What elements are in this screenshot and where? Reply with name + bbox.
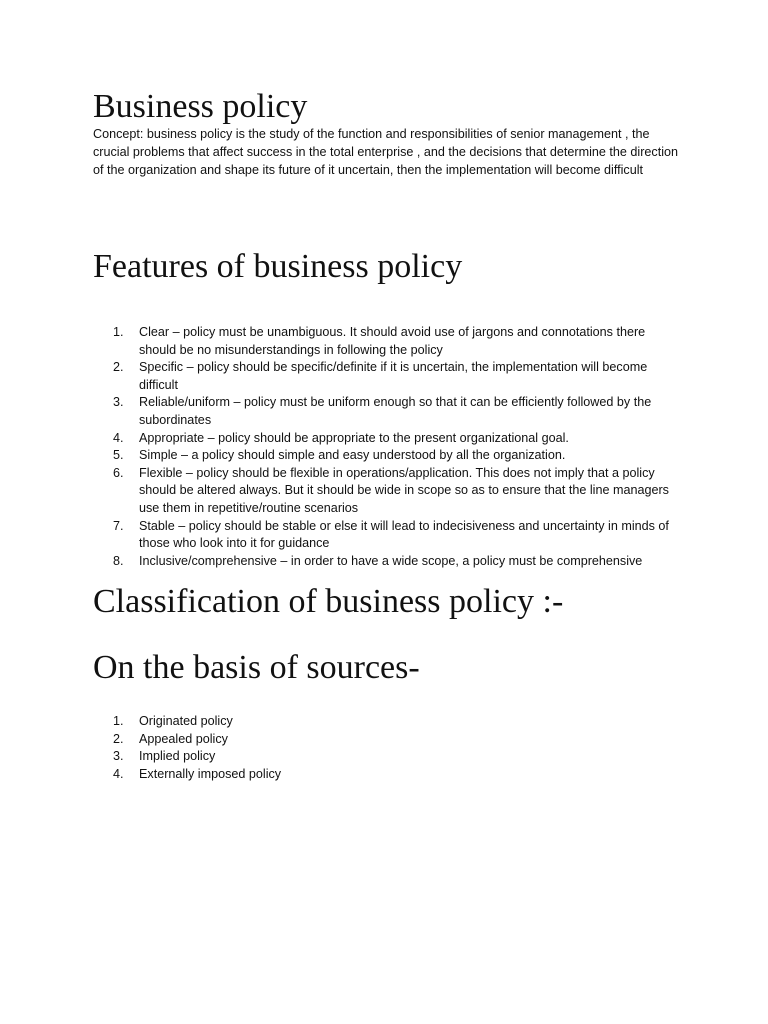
list-item-number: 1. [113,325,124,339]
sources-heading: On the basis of sources- [93,649,420,686]
list-item-number: 2. [113,360,124,375]
list-item [93,359,683,394]
features-heading: Features of business policy [93,248,463,285]
list-item-number: 6. [113,465,124,480]
list-item-number: 5. [113,448,124,463]
list-item [93,713,493,731]
list-item-number: 3. [113,395,124,410]
list-item [93,324,683,359]
list-item-text: Reliable/uniform – policy must be uniform enough so that it can be efficiently followed by the subordinates [139,395,652,427]
list-item-text: Implied policy [139,749,216,764]
page-title: Business policy [93,88,308,125]
list-item-number: 4. [113,766,124,781]
list-item-number: 2. [113,731,124,746]
list-item-number: 3. [113,749,124,764]
list-item-text: Specific – policy should be specific/definite if it is uncertain, the implementation will become difficult [139,360,648,392]
list-item [93,465,683,518]
list-item-text: Externally imposed policy [139,766,282,781]
list-item-number: 8. [113,553,124,568]
list-item-text: Inclusive/comprehensive – in order to have a wide scope, a policy must be comprehensive [139,553,643,568]
concept-paragraph: Concept: business policy is the study of the function and responsibilities of senior management , the crucial problems that affect success in the total enterprise , and the decisions that determine the direction of the organization and shape its future of it uncertain, then the implementation will become difficult [93,127,678,177]
list-item [93,394,683,429]
list-item-text: Simple – a policy should simple and easy understood by all the organization. [139,448,566,463]
list-item [93,553,683,571]
classification-heading: Classification of business policy :- [93,583,564,620]
list-item-text: Clear – policy must be unambiguous. It should avoid use of jargons and connotations there should be no misunderstandings in following the policy [139,325,646,357]
list-item-number: 4. [113,430,124,445]
list-item [93,748,493,766]
list-item [93,731,493,749]
list-item [93,430,683,448]
list-item-text: Originated policy [139,714,233,728]
list-item-text: Stable – policy should be stable or else it will lead to indecisiveness and uncertainty in minds of those who look into it for guidance [139,518,669,551]
list-item-text: Appealed policy [139,731,228,746]
list-item [93,766,493,784]
list-item [93,447,683,465]
list-item-text: Flexible – policy should be flexible in operations/application. This does not imply that a policy should be altered always. But it should be wide in scope so as to ensure that the line managers use them in repetitive/routine scenarios [139,465,669,515]
list-item-number: 1. [113,714,124,728]
sources-list [93,713,493,783]
features-list [93,324,683,570]
list-item-number: 7. [113,518,124,533]
list-item-text: Appropriate – policy should be appropriate to the present organizational goal. [139,430,569,445]
list-item [93,518,683,553]
